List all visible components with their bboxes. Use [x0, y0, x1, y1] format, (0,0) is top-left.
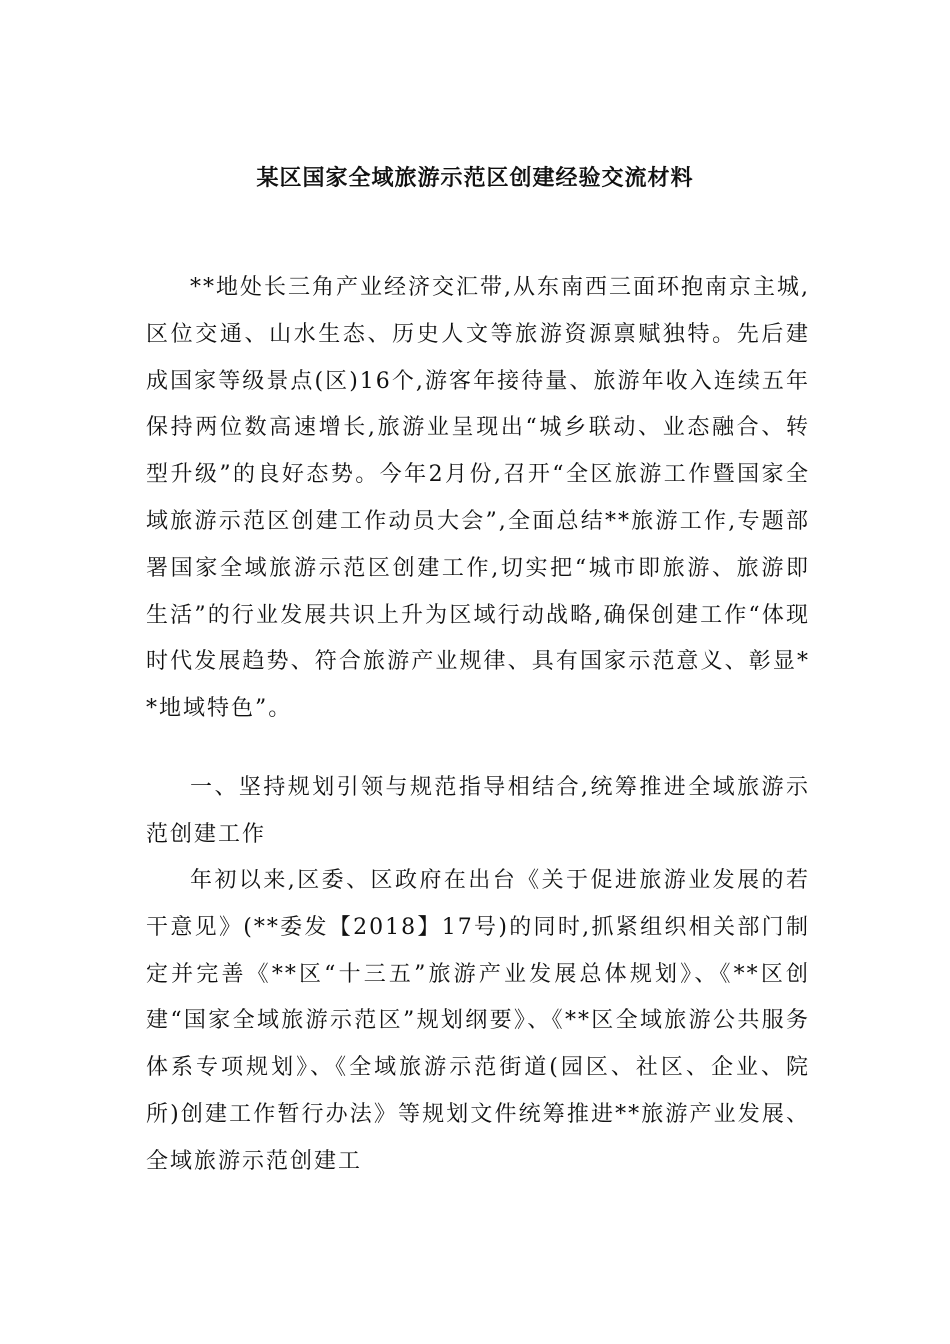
section-heading-1: 一、坚持规划引领与规范指导相结合,统筹推进全域旅游示范创建工作	[146, 775, 810, 847]
section-1-paragraph: 年初以来,区委、区政府在出台《关于促进旅游业发展的若干意见》(**委发【2018】17号)的同时,抓紧组织相关部门制定并完善《**区“十三五”旅游产业发展总体规划》、《**区创建“国家全域旅游示范区”规划纲要》、《**区全域旅游公共服务体系专项规划》、《全域旅游示范街道(园区、社区、企业、院所)创建工作暂行办法》等规划文件统筹推进**旅游产业发展、全域旅游示范创建工	[146, 868, 810, 1174]
intro-paragraph: **地处长三角产业经济交汇带,从东南西三面环抱南京主城,区位交通、山水生态、历史人文等旅游资源禀赋独特。先后建成国家等级景点(区)16个,游客年接待量、旅游年收入连续五年保持两位数高速增长,旅游业呈现出“城乡联动、业态融合、转型升级”的良好态势。今年2月份,召开“全区旅游工作暨国家全域旅游示范区创建工作动员大会”,全面总结**旅游工作,专题部署国家全域旅游示范区创建工作,切实把“城市即旅游、旅游即生活”的行业发展共识上升为区域行动战略,确保创建工作“体现时代发展趋势、符合旅游产业规律、具有国家示范意义、彰显**地域特色”。	[146, 275, 810, 722]
document-title: 某区国家全域旅游示范区创建经验交流材料	[256, 165, 694, 191]
